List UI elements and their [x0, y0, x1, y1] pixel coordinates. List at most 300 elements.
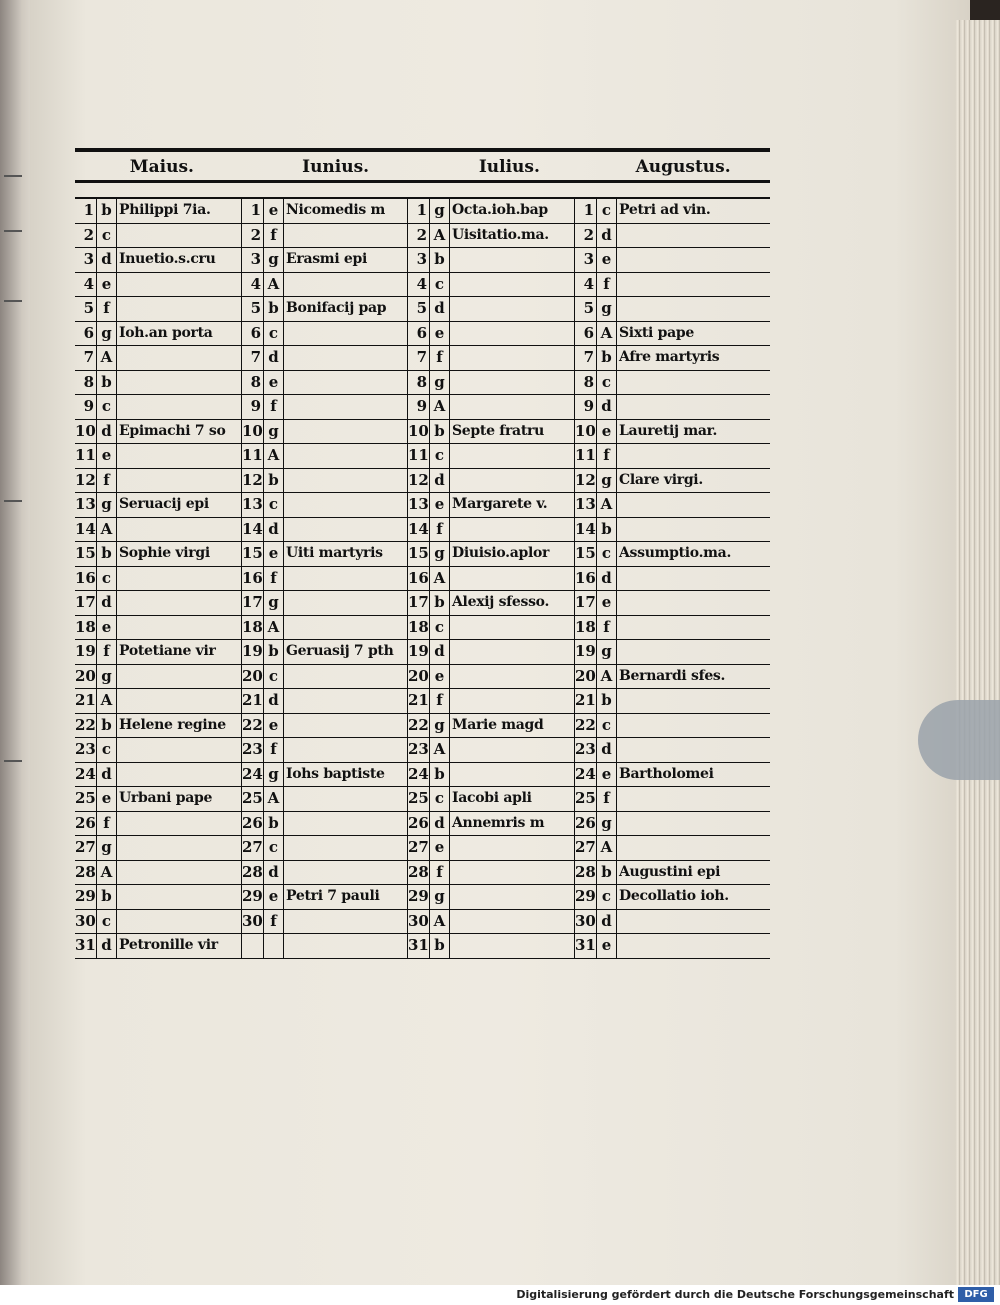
day-number: 28 — [242, 861, 264, 885]
feast-name: Bartholomei — [619, 765, 714, 782]
feast-name — [617, 689, 749, 713]
feast-name — [450, 371, 575, 395]
dominical-letter: c — [97, 910, 117, 934]
day-number: 21 — [575, 689, 597, 713]
feast-name — [450, 836, 575, 860]
feast-name — [117, 395, 242, 419]
dominical-letter: f — [97, 812, 117, 836]
calendar-row — [75, 665, 770, 690]
day-number: 17 — [575, 591, 597, 615]
day-number: 24 — [242, 763, 264, 787]
feast-name: Sixti pape — [619, 324, 694, 341]
feast-name — [284, 469, 408, 493]
dominical-letter: A — [97, 861, 117, 885]
day-number: 31 — [408, 934, 430, 958]
dominical-letter: d — [97, 763, 117, 787]
dominical-letter: e — [597, 248, 617, 272]
feast-name: Annemris m — [450, 812, 575, 836]
calendar-row — [75, 493, 770, 518]
day-number: 12 — [75, 469, 97, 493]
feast-name — [617, 738, 749, 762]
day-number: 15 — [242, 542, 264, 566]
day-number: 7 — [242, 346, 264, 370]
dominical-letter: b — [97, 542, 117, 566]
dominical-letter: g — [97, 322, 117, 346]
feast-name: Inuetio.s.cru — [117, 248, 242, 272]
dominical-letter: A — [97, 689, 117, 713]
feast-name — [617, 395, 749, 419]
calendar-table — [75, 148, 770, 959]
dominical-letter: e — [264, 199, 284, 223]
dominical-letter: c — [264, 322, 284, 346]
feast-name: Septe fratru — [450, 420, 575, 444]
day-number: 12 — [408, 469, 430, 493]
feast-name — [117, 346, 242, 370]
day-number: 26 — [408, 812, 430, 836]
dominical-letter: e — [264, 885, 284, 909]
day-number: 25 — [408, 787, 430, 811]
dominical-letter: c — [430, 616, 450, 640]
dominical-letter: f — [264, 910, 284, 934]
feast-name: Marie magd — [450, 714, 575, 738]
feast-name — [284, 910, 408, 934]
calendar-row — [75, 640, 770, 665]
day-number: 3 — [75, 248, 97, 272]
calendar-row — [75, 518, 770, 543]
dominical-letter: f — [597, 273, 617, 297]
dominical-letter: A — [264, 787, 284, 811]
dominical-letter: A — [97, 346, 117, 370]
day-number: 23 — [242, 738, 264, 762]
feast-name — [284, 567, 408, 591]
feast-name — [450, 640, 575, 664]
feast-name — [117, 738, 242, 762]
feast-name — [450, 248, 575, 272]
dominical-letter: c — [430, 787, 450, 811]
day-number: 27 — [242, 836, 264, 860]
feast-name — [617, 297, 749, 321]
dominical-letter: g — [430, 542, 450, 566]
dominical-letter: c — [597, 371, 617, 395]
feast-name: Afre martyris — [619, 349, 720, 365]
day-number: 4 — [242, 273, 264, 297]
feast-name — [450, 934, 575, 958]
feast-name — [450, 395, 575, 419]
month-label: Iulius. — [478, 157, 540, 177]
dfg-logo: DFG — [958, 1287, 994, 1302]
feast-name: Ioh.an porta — [117, 322, 242, 346]
dominical-letter: c — [430, 273, 450, 297]
dominical-letter: b — [597, 346, 617, 370]
feast-name — [117, 763, 242, 787]
day-number: 11 — [242, 444, 264, 468]
day-number: 28 — [408, 861, 430, 885]
day-number: 4 — [75, 273, 97, 297]
day-number: 6 — [408, 322, 430, 346]
dominical-letter: f — [597, 787, 617, 811]
dominical-letter: b — [430, 934, 450, 958]
dominical-letter: d — [430, 297, 450, 321]
day-number: 29 — [575, 885, 597, 909]
feast-name — [450, 665, 575, 689]
dominical-letter: b — [597, 518, 617, 542]
day-number: 16 — [408, 567, 430, 591]
calendar-row — [75, 297, 770, 322]
dominical-letter: e — [430, 493, 450, 517]
day-number: 4 — [408, 273, 430, 297]
top-rule — [75, 148, 770, 152]
footer-bar — [0, 1285, 1000, 1305]
feast-name — [450, 444, 575, 468]
dominical-letter: A — [430, 224, 450, 248]
dominical-letter: f — [430, 346, 450, 370]
day-number: 9 — [75, 395, 97, 419]
feast-name — [450, 297, 575, 321]
feast-name — [117, 616, 242, 640]
day-number: 3 — [575, 248, 597, 272]
day-number: 17 — [75, 591, 97, 615]
day-number: 4 — [575, 273, 597, 297]
feast-name — [617, 518, 749, 542]
day-number: 11 — [575, 444, 597, 468]
day-number: 8 — [575, 371, 597, 395]
day-number: 8 — [75, 371, 97, 395]
day-number: 18 — [75, 616, 97, 640]
feast-name — [284, 934, 408, 958]
feast-name — [284, 689, 408, 713]
day-number: 14 — [575, 518, 597, 542]
feast-name: Iohs baptiste — [284, 763, 408, 787]
dominical-letter: e — [97, 273, 117, 297]
dominical-letter: g — [430, 885, 450, 909]
feast-name — [284, 861, 408, 885]
day-number: 13 — [242, 493, 264, 517]
feast-name: Seruacij epi — [117, 493, 242, 517]
day-number: 28 — [75, 861, 97, 885]
dominical-letter: d — [597, 738, 617, 762]
day-number: 19 — [75, 640, 97, 664]
dominical-letter: c — [97, 224, 117, 248]
day-number: 19 — [408, 640, 430, 664]
feast-name — [617, 812, 749, 836]
feast-name — [284, 787, 408, 811]
calendar-row — [75, 395, 770, 420]
calendar-row — [75, 248, 770, 273]
feast-name: Erasmi epi — [284, 248, 408, 272]
day-number: 19 — [242, 640, 264, 664]
dominical-letter: c — [264, 665, 284, 689]
dominical-letter: c — [97, 395, 117, 419]
day-number: 29 — [408, 885, 430, 909]
dominical-letter: f — [97, 297, 117, 321]
dominical-letter: g — [97, 665, 117, 689]
dominical-letter: A — [430, 395, 450, 419]
day-number: 10 — [75, 420, 97, 444]
dominical-letter — [264, 934, 284, 958]
day-number: 1 — [575, 199, 597, 223]
feast-name — [450, 322, 575, 346]
day-number: 5 — [75, 297, 97, 321]
day-number: 16 — [75, 567, 97, 591]
dominical-letter: e — [430, 322, 450, 346]
feast-name — [117, 224, 242, 248]
calendar-row — [75, 199, 770, 224]
dominical-letter: b — [264, 297, 284, 321]
day-number: 8 — [408, 371, 430, 395]
feast-name: Petri 7 pauli — [284, 885, 408, 909]
spine-mark — [4, 175, 22, 177]
day-number: 28 — [575, 861, 597, 885]
feast-name — [284, 812, 408, 836]
day-number: 5 — [575, 297, 597, 321]
day-number: 1 — [408, 199, 430, 223]
feast-name — [284, 395, 408, 419]
day-number: 12 — [242, 469, 264, 493]
feast-name — [117, 665, 242, 689]
feast-name — [284, 322, 408, 346]
feast-name: Sophie virgi — [117, 542, 242, 566]
dominical-letter: b — [597, 689, 617, 713]
feast-name — [617, 273, 749, 297]
dominical-letter: d — [430, 469, 450, 493]
feast-name — [617, 493, 749, 517]
day-number: 24 — [408, 763, 430, 787]
calendar-row — [75, 836, 770, 861]
dominical-letter: f — [430, 689, 450, 713]
calendar-row — [75, 910, 770, 935]
calendar-row — [75, 591, 770, 616]
dominical-letter: d — [97, 420, 117, 444]
dominical-letter: e — [430, 665, 450, 689]
feast-name — [617, 714, 749, 738]
feast-name — [117, 812, 242, 836]
feast-name: Alexij sfesso. — [450, 591, 575, 615]
day-number: 6 — [575, 322, 597, 346]
feast-name — [117, 273, 242, 297]
month-label: Iunius. — [302, 157, 370, 177]
day-number: 1 — [242, 199, 264, 223]
feast-name: Bonifacij pap — [284, 297, 408, 321]
dominical-letter: g — [97, 493, 117, 517]
calendar-row — [75, 714, 770, 739]
dominical-letter: f — [97, 469, 117, 493]
dominical-letter: e — [97, 616, 117, 640]
feast-name — [450, 689, 575, 713]
feast-name — [450, 616, 575, 640]
calendar-row — [75, 469, 770, 494]
feast-name — [450, 518, 575, 542]
dominical-letter: f — [597, 444, 617, 468]
day-number: 20 — [75, 665, 97, 689]
dominical-letter: b — [430, 420, 450, 444]
dominical-letter: A — [264, 444, 284, 468]
dominical-letter: e — [264, 371, 284, 395]
dominical-letter: b — [97, 371, 117, 395]
feast-name — [450, 273, 575, 297]
calendar-row — [75, 787, 770, 812]
day-number: 21 — [242, 689, 264, 713]
dominical-letter: g — [264, 591, 284, 615]
dominical-letter: A — [597, 322, 617, 346]
feast-name — [117, 567, 242, 591]
calendar-row — [75, 346, 770, 371]
calendar-row — [75, 567, 770, 592]
day-number: 23 — [575, 738, 597, 762]
dominical-letter: g — [97, 836, 117, 860]
dominical-letter: e — [597, 763, 617, 787]
day-number: 3 — [408, 248, 430, 272]
day-number: 17 — [242, 591, 264, 615]
day-number: 6 — [75, 322, 97, 346]
day-number: 9 — [575, 395, 597, 419]
calendar-row — [75, 861, 770, 886]
calendar-row — [75, 420, 770, 445]
day-number — [242, 934, 264, 958]
feast-name: Potetiane vir — [117, 640, 242, 664]
feast-name — [284, 738, 408, 762]
page-clip-tab — [918, 700, 1000, 780]
feast-name — [617, 567, 749, 591]
dominical-letter: c — [597, 714, 617, 738]
feast-name: Iacobi apli — [450, 787, 575, 811]
day-number: 26 — [242, 812, 264, 836]
feast-name: Octa.ioh.bap — [450, 199, 575, 223]
day-number: 6 — [242, 322, 264, 346]
feast-name: Urbani pape — [117, 787, 242, 811]
feast-name — [617, 224, 749, 248]
funding-credit: Digitalisierung gefördert durch die Deutsche Forschungsgemeinschaft — [516, 1288, 954, 1301]
day-number: 24 — [575, 763, 597, 787]
day-number: 30 — [75, 910, 97, 934]
month-label: Maius. — [129, 157, 194, 177]
dominical-letter: c — [97, 738, 117, 762]
day-number: 9 — [408, 395, 430, 419]
feast-name — [284, 591, 408, 615]
dominical-letter: b — [430, 591, 450, 615]
dominical-letter: e — [430, 836, 450, 860]
feast-name — [284, 224, 408, 248]
day-number: 20 — [575, 665, 597, 689]
calendar-row — [75, 322, 770, 347]
dominical-letter: b — [264, 640, 284, 664]
dominical-letter: c — [97, 567, 117, 591]
month-label: Augustus. — [635, 157, 731, 177]
day-number: 16 — [242, 567, 264, 591]
day-number: 30 — [242, 910, 264, 934]
feast-name — [284, 444, 408, 468]
calendar-row — [75, 763, 770, 788]
day-number: 22 — [408, 714, 430, 738]
feast-name: Nicomedis m — [284, 199, 408, 223]
day-number: 18 — [408, 616, 430, 640]
day-number: 9 — [242, 395, 264, 419]
feast-name — [617, 616, 749, 640]
dominical-letter: A — [430, 910, 450, 934]
dominical-letter: f — [97, 640, 117, 664]
day-number: 26 — [75, 812, 97, 836]
dominical-letter: A — [597, 665, 617, 689]
calendar-row — [75, 224, 770, 249]
feast-name: Bernardi sfes. — [619, 667, 726, 684]
dominical-letter: d — [264, 346, 284, 370]
feast-name: Helene regine — [117, 714, 242, 738]
feast-name — [284, 420, 408, 444]
calendar-row — [75, 934, 770, 959]
day-number: 16 — [575, 567, 597, 591]
day-number: 23 — [75, 738, 97, 762]
dominical-letter: f — [264, 567, 284, 591]
feast-name — [284, 714, 408, 738]
dominical-letter: f — [264, 395, 284, 419]
day-number: 14 — [242, 518, 264, 542]
day-number: 7 — [75, 346, 97, 370]
dominical-letter: f — [264, 224, 284, 248]
feast-name — [450, 469, 575, 493]
feast-name — [450, 346, 575, 370]
dominical-letter: c — [264, 493, 284, 517]
day-number: 11 — [408, 444, 430, 468]
dominical-letter: g — [430, 371, 450, 395]
feast-name: Lauretij mar. — [619, 422, 718, 439]
feast-name — [117, 885, 242, 909]
calendar-row — [75, 812, 770, 837]
day-number: 8 — [242, 371, 264, 395]
day-number: 24 — [75, 763, 97, 787]
day-number: 22 — [575, 714, 597, 738]
dominical-letter: e — [97, 444, 117, 468]
calendar-row — [75, 885, 770, 910]
feast-name: Augustini epi — [619, 863, 721, 880]
dominical-letter: d — [264, 861, 284, 885]
dominical-letter: g — [264, 420, 284, 444]
feast-name — [617, 910, 749, 934]
feast-name — [284, 273, 408, 297]
spine-mark — [4, 230, 22, 232]
dominical-letter: g — [597, 812, 617, 836]
dominical-letter: d — [597, 395, 617, 419]
feast-name — [117, 297, 242, 321]
day-number: 2 — [242, 224, 264, 248]
dominical-letter: e — [264, 714, 284, 738]
feast-name — [450, 763, 575, 787]
day-number: 5 — [408, 297, 430, 321]
calendar-row — [75, 273, 770, 298]
feast-name — [117, 861, 242, 885]
dominical-letter: e — [597, 591, 617, 615]
spine-mark — [4, 500, 22, 502]
day-number: 11 — [75, 444, 97, 468]
day-number: 15 — [75, 542, 97, 566]
dominical-letter: f — [597, 616, 617, 640]
dominical-letter: e — [97, 787, 117, 811]
dominical-letter: d — [97, 591, 117, 615]
dominical-letter: A — [597, 493, 617, 517]
day-number: 10 — [408, 420, 430, 444]
day-number: 14 — [408, 518, 430, 542]
feast-name: Petronille vir — [117, 934, 242, 958]
dominical-letter: b — [264, 812, 284, 836]
dominical-letter: f — [430, 861, 450, 885]
day-number: 22 — [242, 714, 264, 738]
day-number: 21 — [75, 689, 97, 713]
dominical-letter: c — [597, 542, 617, 566]
dominical-letter: A — [430, 567, 450, 591]
feast-name — [284, 616, 408, 640]
dominical-letter: g — [597, 297, 617, 321]
feast-name — [450, 885, 575, 909]
day-number: 27 — [575, 836, 597, 860]
calendar-row — [75, 738, 770, 763]
